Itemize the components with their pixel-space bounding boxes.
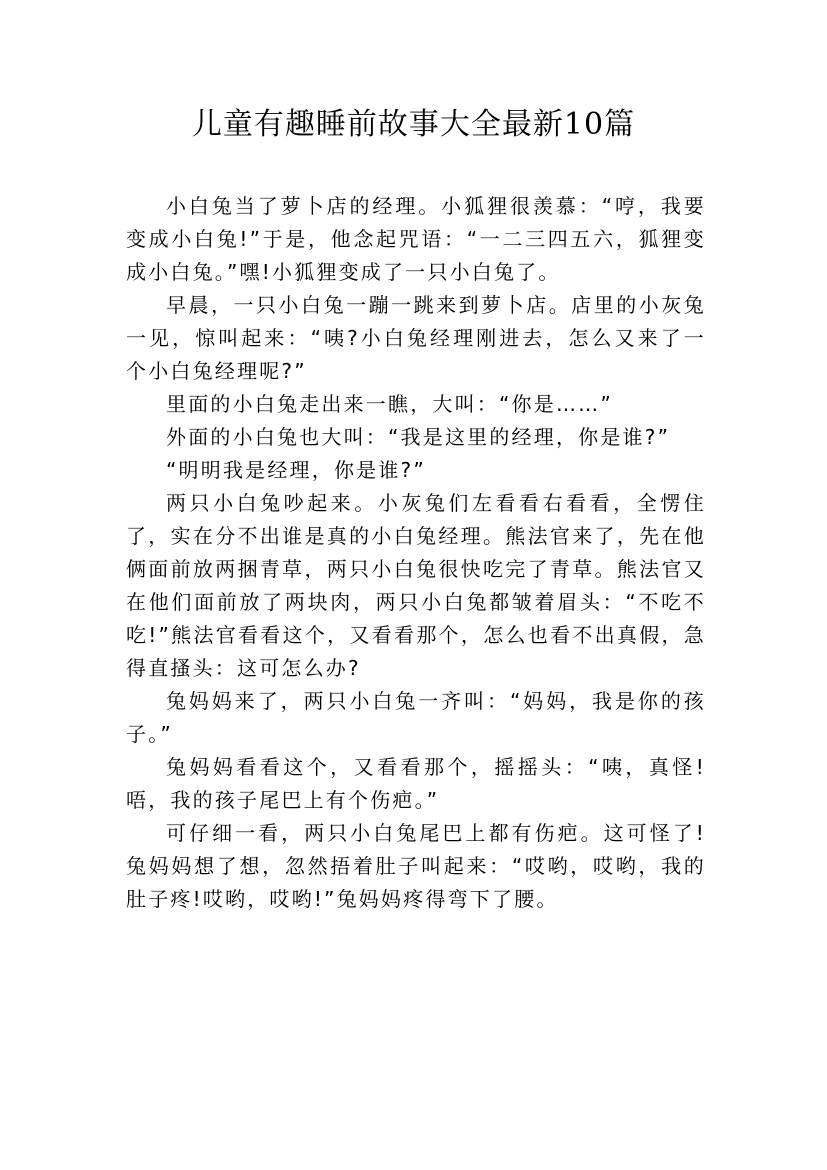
document-title: 儿童有趣睡前故事大全最新10篇 (191, 107, 636, 142)
paragraph: 早晨，一只小白兔一蹦一跳来到萝卜店。店里的小灰兔一见，惊叫起来：“咦?小白兔经理刚进去，怎么又来了一个小白兔经理呢?” (126, 293, 706, 383)
paragraph: 两只小白兔吵起来。小灰兔们左看看右看看，全愣住了，实在分不出谁是真的小白兔经理。熊法官来了，先在他俩面前放两捆青草，两只小白兔很快吃完了青草。熊法官又在他们面前放了两块肉，两只小白兔都皱着眉头：“不吃不吃!”熊法官看看这个，又看看那个，怎么也看不出真假，急得直搔头：这可怎么办? (126, 491, 706, 680)
paragraph: 兔妈妈来了，两只小白兔一齐叫：“妈妈，我是你的孩子。” (126, 689, 706, 746)
paragraph: 可仔细一看，两只小白兔尾巴上都有伤疤。这可怪了!兔妈妈想了想，忽然捂着肚子叫起来：“哎哟，哎哟，我的肚子疼!哎哟，哎哟!”兔妈妈疼得弯下了腰。 (126, 821, 706, 911)
paragraph: “明明我是经理，你是谁?” (166, 458, 426, 482)
paragraph: 外面的小白兔也大叫：“我是这里的经理，你是谁?” (166, 425, 671, 449)
paragraph: 兔妈妈看看这个，又看看那个，摇摇头：“咦，真怪!唔，我的孩子尾巴上有个伤疤。” (126, 755, 706, 812)
paragraph: 里面的小白兔走出来一瞧，大叫：“你是……” (166, 392, 613, 416)
story-body (126, 190, 706, 916)
paragraph: 小白兔当了萝卜店的经理。小狐狸很羡慕：“哼，我要变成小白兔!”于是，他念起咒语：“一二三四五六，狐狸变成小白兔。”嘿!小狐狸变成了一只小白兔了。 (126, 194, 706, 284)
